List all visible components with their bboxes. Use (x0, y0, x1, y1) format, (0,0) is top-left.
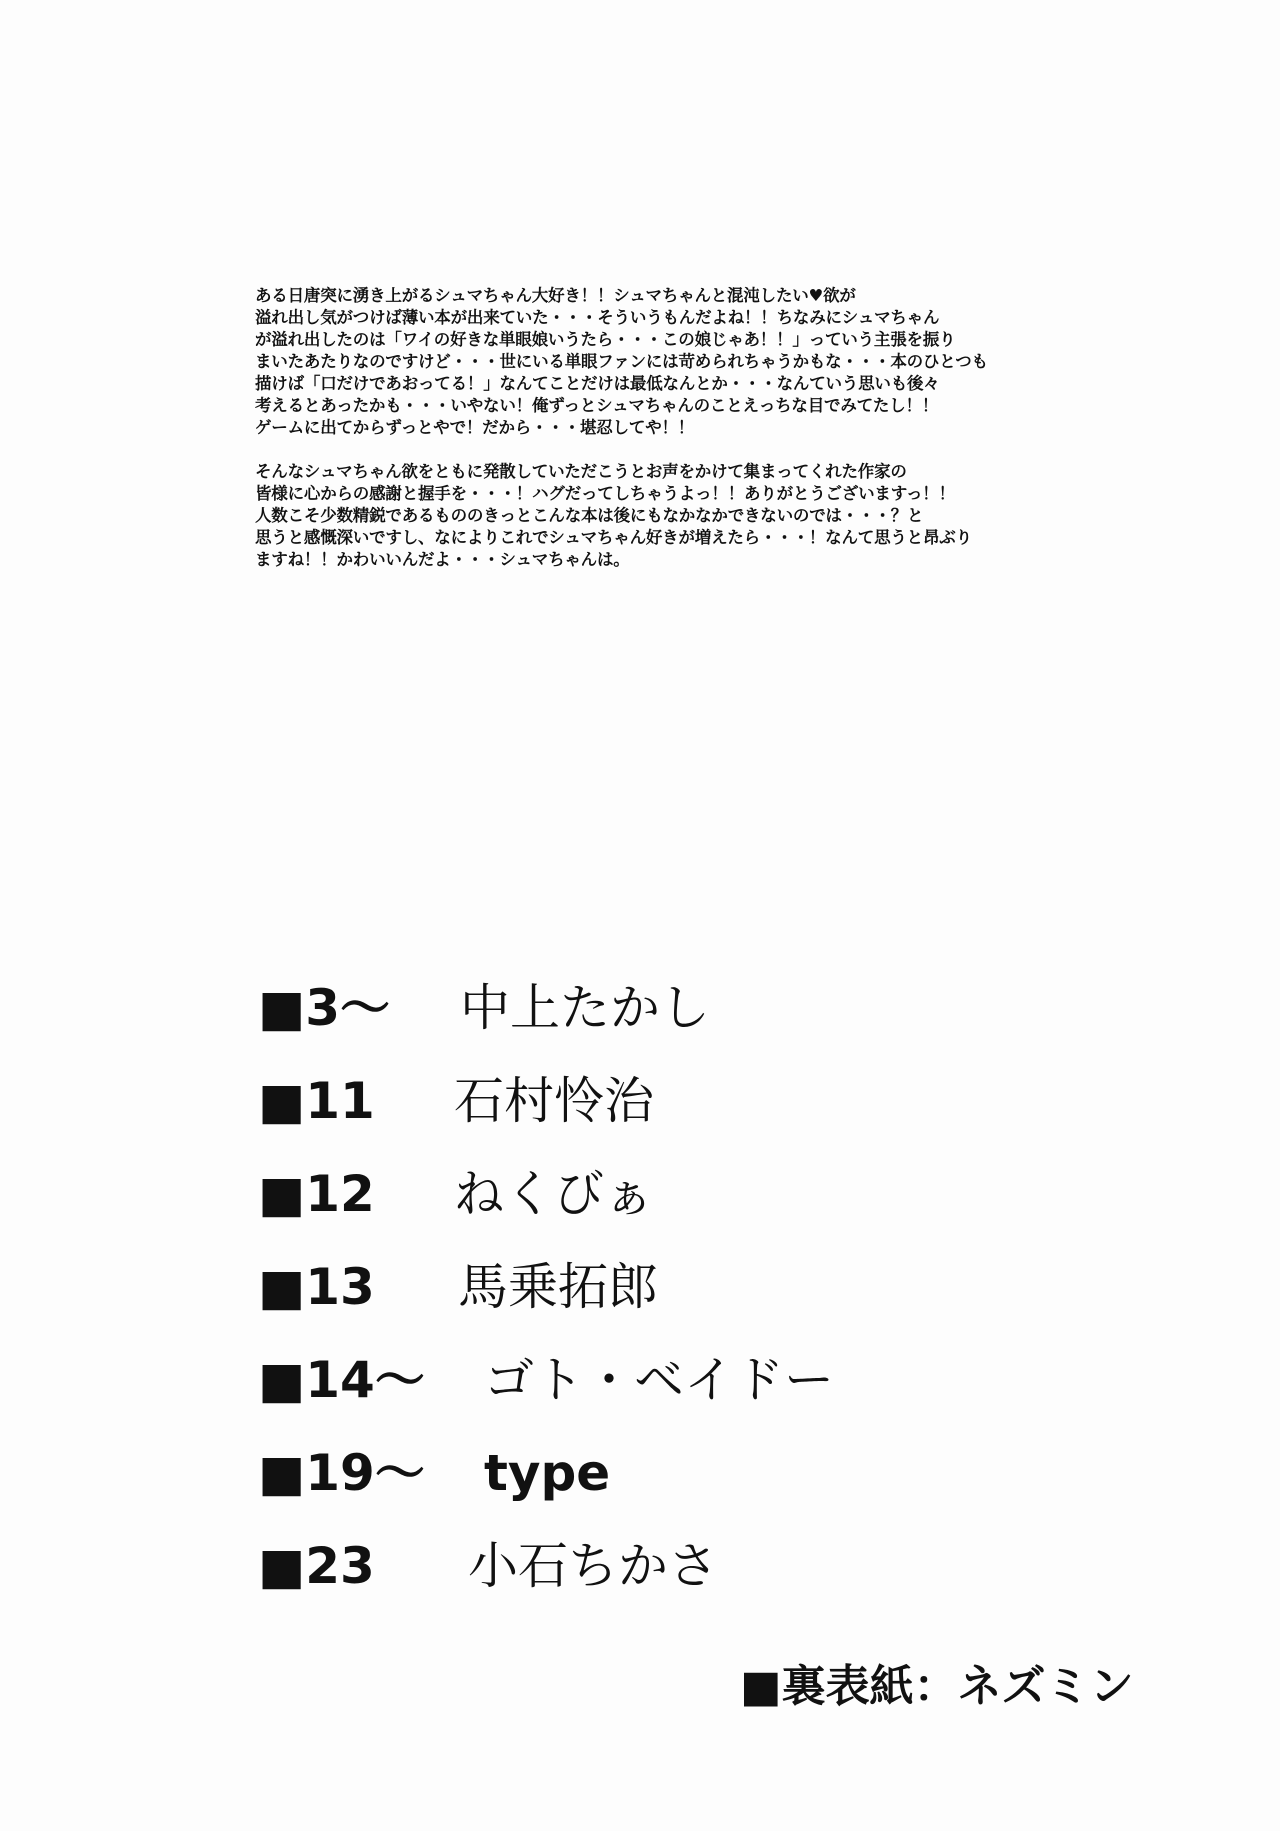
toc-author-name: 小石ちかさ (468, 1537, 718, 1595)
text-line: が溢れ出したのは「ワイの好きな単眼娘いうたら・・・この娘じゃあ！！」っていう主張を振り (255, 330, 956, 349)
afterword-text (255, 285, 1095, 571)
toc-page-number: ■3～ (258, 979, 391, 1037)
toc-page-number: ■19～ (258, 1444, 425, 1502)
toc-author-name: 中上たかし (460, 979, 710, 1037)
afterword-paragraph-2 (255, 461, 1095, 571)
toc-page-number: ■23 (258, 1537, 375, 1595)
toc-entry (258, 1164, 1158, 1257)
text-line: 思うと感慨深いですし、なによりこれでシュマちゃん好きが増えたら・・・！なんて思うと昂ぶり (255, 528, 972, 547)
text-line: ある日唐突に湧き上がるシュマちゃん大好き！！シュマちゃんと混沌したい♥欲が (255, 286, 856, 305)
toc-author-name: 石村怜治 (454, 1072, 654, 1130)
toc-author-name: 馬乗拓郎 (458, 1258, 658, 1316)
back-cover-credit: ■裏表紙：ネズミン (740, 1661, 1134, 1712)
text-line: 皆様に心からの感謝と握手を・・・！ハグだってしちゃうよっ！！ありがとうございますっ！！ (255, 484, 955, 503)
text-line: 描けば「口だけであおってる！」なんてことだけは最低なんとか・・・なんていう思いも後々 (255, 374, 940, 393)
toc-author-name: type (484, 1444, 611, 1502)
toc-page-number: ■13 (258, 1258, 375, 1316)
afterword-paragraph-1 (255, 285, 1095, 439)
toc-author-name: ゴト・ベイドー (484, 1351, 834, 1409)
text-line: 溢れ出し気がつけば薄い本が出来ていた・・・そういうもんだよね！！ちなみにシュマちゃん (255, 308, 940, 327)
text-line: まいたあたりなのですけど・・・世にいる単眼ファンには苛められちゃうかもな・・・本のひとつも (255, 352, 988, 371)
table-of-contents (258, 978, 1158, 1629)
toc-page-number: ■12 (258, 1165, 375, 1223)
toc-author-name: ねくびぁ (454, 1165, 654, 1223)
toc-page-number: ■11 (258, 1072, 375, 1130)
toc-entry (258, 1536, 1158, 1629)
toc-entry (258, 1071, 1158, 1164)
text-line: ゲームに出てからずっとやで！だから・・・堪忍してや！！ (255, 418, 695, 437)
toc-entry (258, 1443, 1158, 1536)
text-line: 考えるとあったかも・・・いやない！俺ずっとシュマちゃんのことえっちな目でみてたし！！ (255, 396, 939, 415)
toc-page-number: ■14～ (258, 1351, 425, 1409)
toc-entry (258, 1350, 1158, 1443)
toc-entry (258, 1257, 1158, 1350)
text-line: ますね！！かわいいんだよ・・・シュマちゃんは。 (255, 550, 630, 569)
text-line: 人数こそ少数精鋭であるもののきっとこんな本は後にもなかなかできないのでは・・・？と (255, 506, 924, 525)
text-line: そんなシュマちゃん欲をともに発散していただこうとお声をかけて集まってくれた作家の (255, 462, 907, 481)
toc-entry (258, 978, 1158, 1071)
